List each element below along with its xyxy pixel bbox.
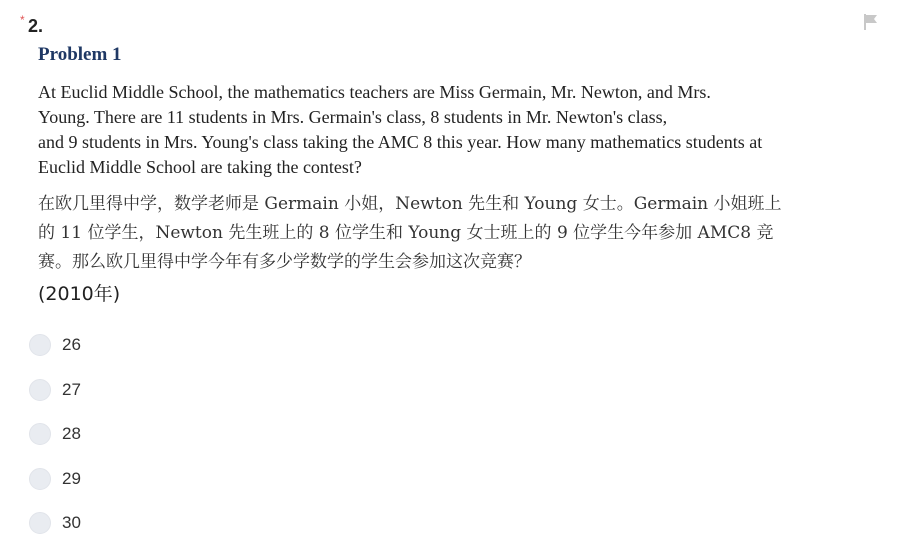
option-label: 29 [62,468,81,488]
answer-option[interactable] [29,501,81,546]
problem-title: Problem 1 [38,44,122,65]
radio-button[interactable] [29,334,51,356]
year-note: (2010年) [38,283,121,305]
answer-option[interactable] [29,412,81,457]
radio-button[interactable] [29,512,51,534]
answer-option[interactable] [29,457,81,502]
radio-button[interactable] [29,423,51,445]
radio-button[interactable] [29,379,51,401]
chinese-line: 的 11 位学生，Newton 先生班上的 8 位学生和 Young 女士班上的 9 位学生今年参加 AMC8 竞 [38,223,774,243]
option-label: 30 [62,513,81,533]
english-line: and 9 students in Mrs. Young's class taking the AMC 8 this year. How many mathematics students at [38,132,763,152]
english-line: At Euclid Middle School, the mathematics teachers are Miss Germain, Mr. Newton, and Mrs. [38,82,711,102]
required-marker: * [20,13,25,27]
question-number: 2. [28,16,44,36]
chinese-line: 在欧几里得中学，数学老师是 Germain 小姐，Newton 先生和 Young 女士。Germain 小姐班上 [38,194,782,214]
flag-icon[interactable] [862,13,880,31]
option-label: 26 [62,335,81,355]
chinese-line: 赛。那么欧几里得中学今年有多少学数学的学生会参加这次竞赛？ [38,252,531,272]
question-text-chinese [38,190,858,277]
option-label: 27 [62,379,81,399]
answer-option[interactable] [29,368,81,413]
radio-button[interactable] [29,468,51,490]
answer-option[interactable] [29,323,81,368]
english-line: Young. There are 11 students in Mrs. Germain's class, 8 students in Mr. Newton's class, [38,107,668,127]
option-label: 28 [62,424,81,444]
english-line: Euclid Middle School are taking the contest? [38,157,362,177]
question-text-english [38,80,838,180]
answer-options [29,323,81,546]
